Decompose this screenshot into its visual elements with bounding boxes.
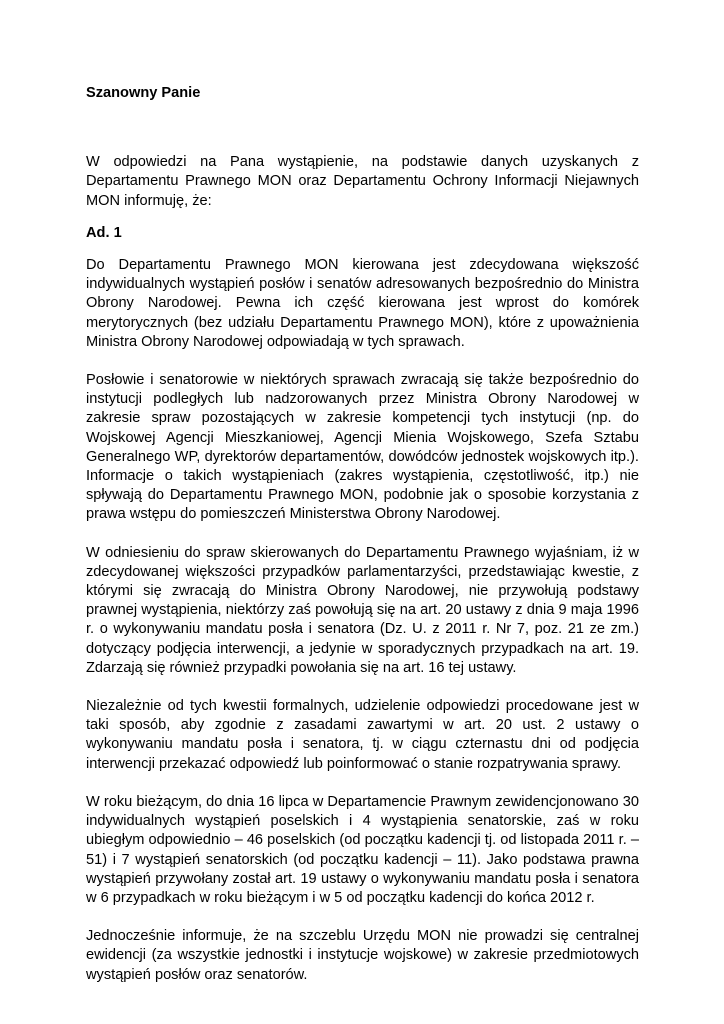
body-paragraph-1: Do Departamentu Prawnego MON kierowana jest zdecydowana większość indywidualnych wystąpień posłów i senatów adresowanych bezpośrednio do Ministra Obrony Narodowej. Pewna ich część kierowana jest wprost do komórek merytorycznych (bez udziału Departamentu Prawnego MON), które z upoważnienia Ministra Obrony Narodowej odpowiadają w tych sprawach.	[86, 257, 639, 350]
body-paragraph-4: Niezależnie od tych kwestii formalnych, udzielenie odpowiedzi procedowane jest w taki sposób, aby zgodnie z zasadami zawartymi w art. 20 ust. 2 ustawy o wykonywaniu mandatu posła i senatora, tj. w ciągu czternastu dni od podjęcia interwencji przekazać odpowiedź lub poinformować o stanie rozpatrywania sprawy.	[86, 698, 639, 772]
body-paragraph-6: Jednocześnie informuje, że na szczeblu Urzędu MON nie prowadzi się centralnej ewidencji (za wszystkie jednostki i instytucje wojskowe) w zakresie przedmiotowych wystąpień posłów oraz senatorów.	[86, 928, 639, 983]
body-paragraph-2: Posłowie i senatorowie w niektórych sprawach zwracają się także bezpośrednio do instytucji podległych lub nadzorowanych przez Ministra Obrony Narodowej w zakresie spraw pozostających w zakresie kompetencji tych instytucji (np. do Wojskowej Agencji Mieszkaniowej, Agencji Mienia Wojskowego, Szefa Sztabu Generalnego WP, dyrektorów departamentów, dowódców jednostek wojskowych itp.). Informacje o takich wystąpieniach (zakres wystąpienia, częstotliwość, itp.) nie spływają do Departamentu Prawnego MON, podobnie jak o sposobie korzystania z prawa wstępu do pomieszczeń Ministerstwa Obrony Narodowej.	[86, 372, 639, 523]
intro-paragraph: W odpowiedzi na Pana wystąpienie, na podstawie danych uzyskanych z Departamentu Prawnego MON oraz Departamentu Ochrony Informacji Niejawnych MON informuję, że:	[86, 154, 639, 209]
body-paragraph-5: W roku bieżącym, do dnia 16 lipca w Departamencie Prawnym zewidencjonowano 30 indywidualnych wystąpień poselskich i 4 wystąpienia senatorskie, zaś w roku ubiegłym odpowiednio – 46 poselskich (od początku kadencji tj. od listopada 2011 r. – 51) i 7 wystąpień senatorskich (od początku kadencji – 11). Jako podstawa prawna wystąpień przywołany został art. 19 ustawy o wykonywaniu mandatu posła i senatora w 6 przypadkach w roku bieżącym i w 5 od początku kadencji do końca 2012 r.	[86, 793, 639, 906]
letter-page	[86, 84, 639, 985]
body-paragraph-3: W odniesieniu do spraw skierowanych do Departamentu Prawnego wyjaśniam, iż w zdecydowanej większości przypadków parlamentarzyści, przedstawiając kwestie, z którymi się zwracają do Ministra Obrony Narodowej, nie przywołują podstawy prawnej wystąpienia, niektórzy zaś powołują się na art. 20 ustawy z dnia 9 maja 1996 r. o wykonywaniu mandatu posła i senatora (Dz. U. z 2011 r. Nr 7, poz. 21 ze zm.) dotyczący podjęcia interwencji, a jedynie w sporadycznych przypadkach na art. 19. Zdarzają się również przypadki powołania się na art. 16 tej ustawy.	[86, 544, 639, 676]
greeting: Szanowny Panie	[86, 85, 201, 101]
section-heading: Ad. 1	[86, 224, 122, 241]
